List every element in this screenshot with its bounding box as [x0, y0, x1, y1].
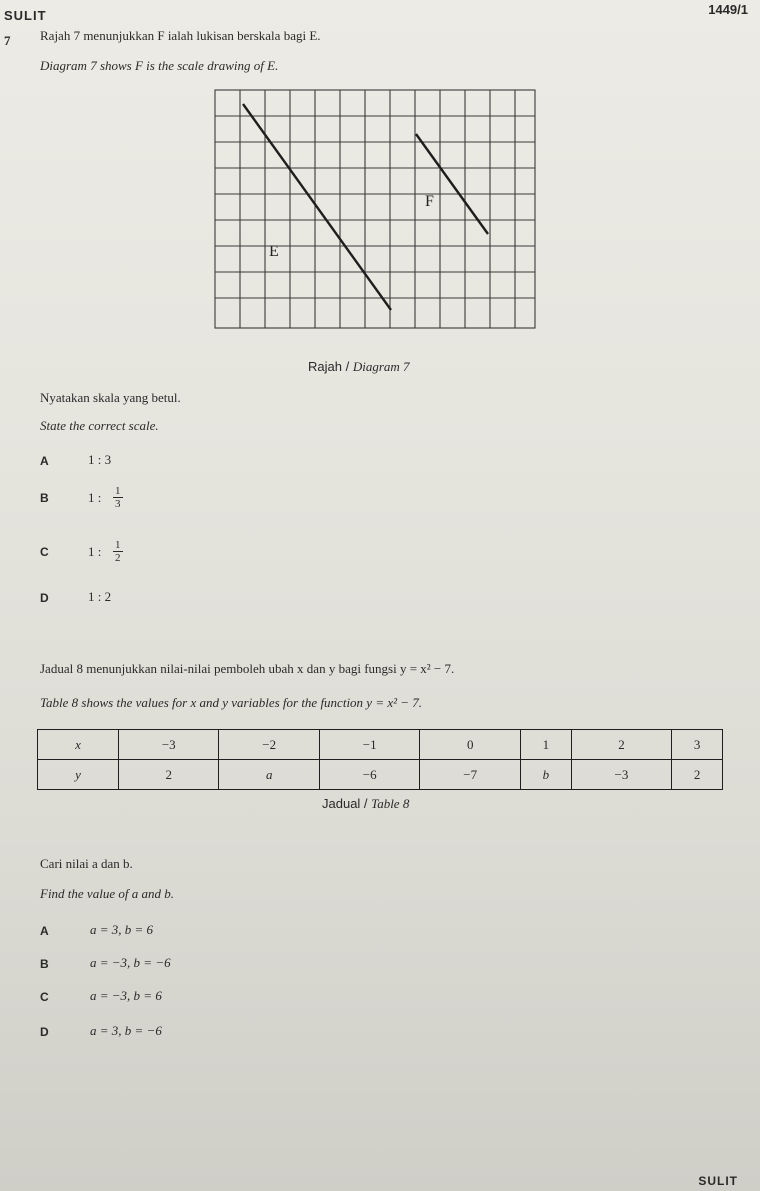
option-text: a = 3, b = −6 [90, 1023, 162, 1038]
option-fraction: $\frac{1}{2}$ [115, 539, 121, 564]
option-text: a = −3, b = −6 [90, 955, 171, 970]
option-text: 1 : [88, 544, 102, 559]
table-cell: b [520, 760, 571, 790]
option-d[interactable] [40, 589, 112, 607]
table-cell: y [38, 760, 119, 790]
option-letter: C [40, 990, 49, 1004]
option-text: a = −3, b = 6 [90, 988, 162, 1003]
question7-prompt-english: State the correct scale. [40, 418, 159, 433]
question7-english-text: Diagram 7 shows F is the scale drawing of E. [40, 58, 279, 73]
diagram-caption: Rajah / Diagram 7 [308, 359, 410, 374]
label-e: E [269, 243, 279, 260]
table-cell: −1 [319, 730, 419, 760]
shape-f-line [416, 134, 488, 234]
option-letter: A [40, 454, 49, 468]
option-fraction: $\frac{1}{3}$ [115, 485, 121, 510]
option-c[interactable] [40, 988, 162, 1006]
question7-prompt-malay: Nyatakan skala yang betul. [40, 390, 181, 405]
header-classification: SULIT [4, 8, 47, 23]
values-table [37, 729, 723, 790]
table-cell: 2 [119, 760, 219, 790]
question8-prompt-malay: Cari nilai a dan b. [40, 856, 133, 871]
table-cell: x [38, 730, 119, 760]
question-number: 7 [4, 33, 11, 48]
option-letter: D [40, 1025, 49, 1039]
table-cell: −6 [319, 760, 419, 790]
table-row-x [38, 730, 723, 760]
option-letter: C [40, 545, 49, 559]
table-cell: −7 [420, 760, 520, 790]
table-cell: −3 [119, 730, 219, 760]
option-letter: B [40, 957, 49, 971]
question8-english-text: Table 8 shows the values for x and y variables for the function y = x² − 7. [40, 695, 423, 710]
option-text: 1 : 2 [88, 589, 112, 604]
table-caption: Jadual / Table 8 [322, 796, 410, 811]
table-cell: −3 [571, 760, 671, 790]
option-a[interactable] [40, 922, 154, 940]
table-cell: −2 [219, 730, 319, 760]
option-letter: D [40, 591, 49, 605]
option-a[interactable] [40, 452, 112, 470]
question8-prompt-english: Find the value of a and b. [40, 886, 174, 901]
option-d[interactable] [40, 1023, 162, 1041]
table-cell: 3 [672, 730, 723, 760]
option-text: 1 : 3 [88, 452, 112, 467]
table-cell: 2 [571, 730, 671, 760]
option-text: a = 3, b = 6 [90, 922, 154, 937]
grid-lines [215, 90, 535, 328]
option-text: 1 : [88, 490, 102, 505]
option-letter: B [40, 491, 49, 505]
question7-malay-text: Rajah 7 menunjukkan F ialah lukisan berskala bagi E. [40, 28, 321, 43]
table-row-y [38, 760, 723, 790]
option-letter: A [40, 924, 49, 938]
table-cell: 0 [420, 730, 520, 760]
scale-drawing-diagram [213, 88, 539, 332]
question8-malay-text: Jadual 8 menunjukkan nilai-nilai pemboleh ubah x dan y bagi fungsi y = x² − 7. [40, 661, 455, 676]
option-b[interactable] [40, 955, 171, 973]
paper-code: 1449/1 [708, 2, 748, 17]
table-cell: 1 [520, 730, 571, 760]
table-cell: 2 [672, 760, 723, 790]
footer-classification: SULIT [698, 1174, 738, 1188]
label-f: F [425, 193, 434, 210]
table-cell: a [219, 760, 319, 790]
